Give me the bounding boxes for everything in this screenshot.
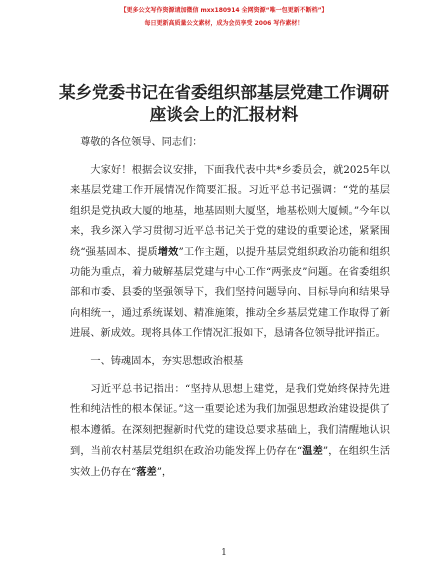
paragraph-section1-bold2: 落差 [136,466,157,479]
salutation: 尊敬的各位领导、同志们： [80,137,203,148]
paragraph-section1-text-b: ”，在组织生活实效上仍存在“ [70,445,391,479]
promo-banner-line1: 【更多公文写作资源请加微信 mxx180914 全网资源“唯一包更新不断档”】 [120,7,328,14]
document-body [70,133,390,483]
paragraph-intro [70,161,390,344]
paragraph-section1-text-c: ”， [156,467,173,479]
section-heading: 一、铸魂固本，夯实思想政治根基 [90,356,244,368]
document-title-line2: 座谈会上的汇报材料 [149,105,299,124]
page-number: 1 [221,548,227,558]
paragraph-section1-text-a: 习近平总书记指出：“坚持从思想上建党，是我们党始终保持先进性和纯洁性的根本保证。”这一重要论述为我们加强思想政治建设提供了根本遵循。在深刻把握新时代党的建设总要求基础上，我们清醒地认识到，当前农村基层党组织在政治功能发挥上仍存在“ [70,384,390,457]
paragraph-section1-bold1: 温差 [302,444,323,457]
promo-banner-line2: 每日更新高质量公文素材，成为会员享受 2006 写作素材！ [144,20,304,27]
paragraph-section1 [70,380,390,483]
paragraph-intro-text-b: ”工作主题，以提升基层党组织政治功能和组织功能为重点，着力破解基层党建与中心工作“两张皮”问题。在省委组织部和市委、县委的坚强领导下，我们坚持问题导向、目标导向和结果导向相统一，通过系统谋划、精准施策，推动全乡基层党建工作取得了新进展、新成效。现将具体工作情况汇报如下，恳请各位领导批评指正。 [70,247,390,339]
document-title [50,82,398,126]
promo-banner [0,6,448,28]
paragraph-intro-bold: 增效 [157,246,179,259]
paragraph-intro-text-a: 大家好！根据会议安排，下面我代表中共*乡委员会，就2025年以来基层党建工作开展情况作简要汇报。习近平总书记强调：“党的基层组织是党执政大厦的地基，地基固则大厦坚，地基松则大厦倾。”今年以来，我乡深入学习贯彻习近平总书记关于党的建设的重要论述，紧紧围绕“强基固本、提质 [70,165,390,259]
document-title-line1: 某乡党委书记在省委组织部基层党建工作调研 [59,83,389,102]
